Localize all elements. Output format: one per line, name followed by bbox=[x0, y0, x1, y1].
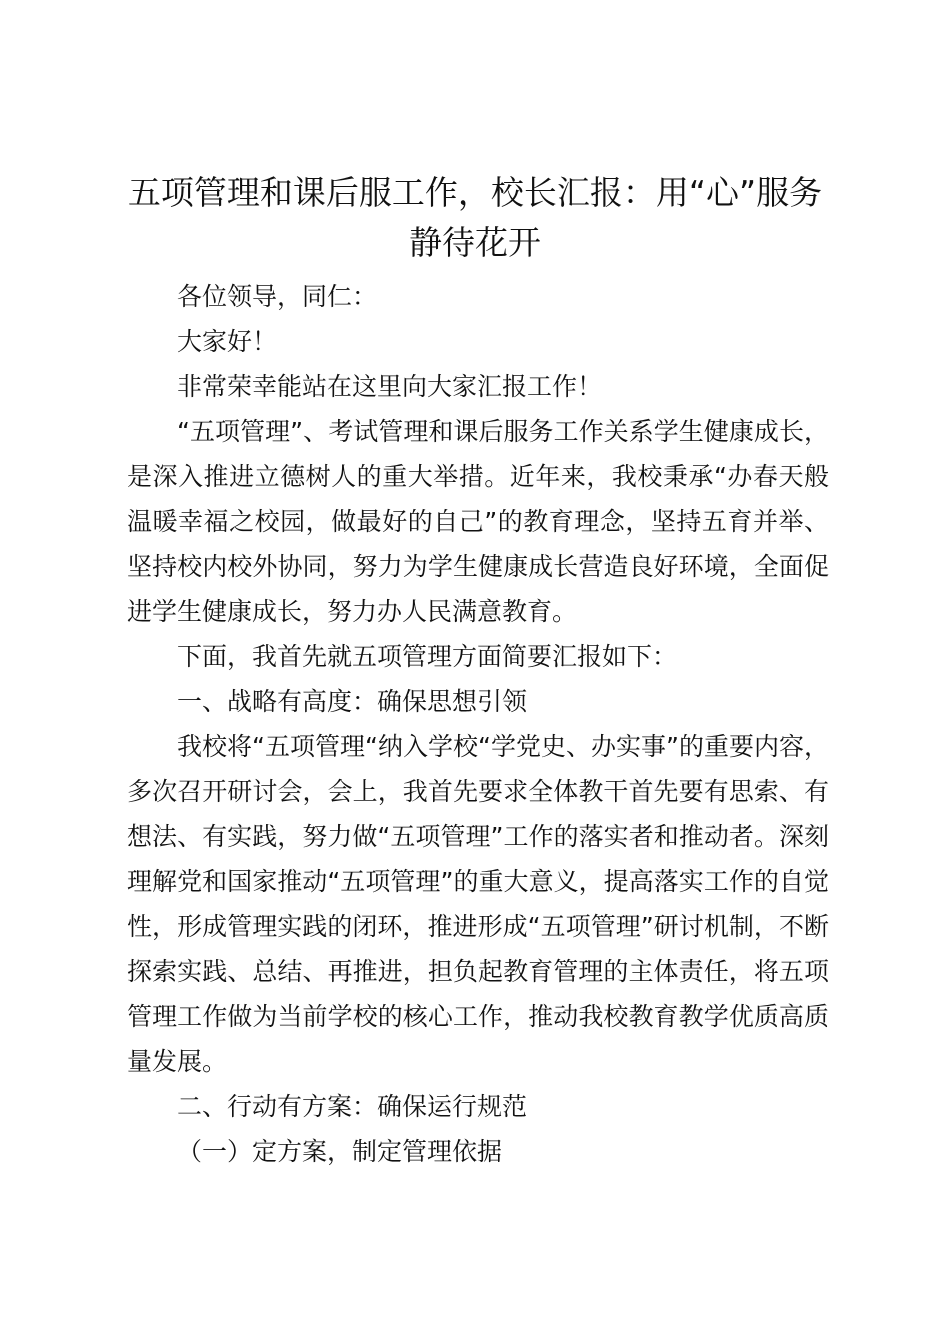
section-1-paragraph: 我校将“五项管理“纳入学校“学党史、办实事”的重要内容，多次召开研讨会，会上，我首先要求全体教干首先要有思索、有想法、有实践，努力做“五项管理”工作的落实者和推动者。深刻理解党和国家推动“五项管理”的重大意义，提高落实工作的自觉性，形成管理实践的闭环，推进形成“五项管理”研讨机制，不断探索实践、总结、再推进，担负起教育管理的主体责任，将五项管理工作做为当前学校的核心工作，推动我校教育教学优质高质量发展。 bbox=[127, 732, 829, 1076]
section-heading-1: 一、战略有高度：确保思想引领 bbox=[177, 687, 528, 716]
document-body bbox=[127, 274, 829, 1174]
opening-line: 非常荣幸能站在这里向大家汇报工作！ bbox=[177, 372, 603, 401]
intro-paragraph: “五项管理”、考试管理和课后服务工作关系学生健康成长，是深入推进立德树人的重大举措。近年来，我校秉承“办春天般温暖幸福之校园，做最好的自己”的教育理念，坚持五育并举、坚持校内校外协同，努力为学生健康成长营造良好环境，全面促进学生健康成长，努力办人民满意教育。 bbox=[127, 417, 829, 626]
subsection-heading-1: （一）定方案，制定管理依据 bbox=[177, 1137, 503, 1166]
greeting: 大家好！ bbox=[177, 327, 278, 356]
document-title: 五项管理和课后服工作，校长汇报：用“心”服务 静待花开 bbox=[127, 173, 823, 262]
section-heading-2: 二、行动有方案：确保运行规范 bbox=[177, 1092, 528, 1121]
salutation: 各位领导，同仁： bbox=[177, 282, 378, 311]
summary-lead: 下面，我首先就五项管理方面简要汇报如下： bbox=[177, 642, 678, 671]
